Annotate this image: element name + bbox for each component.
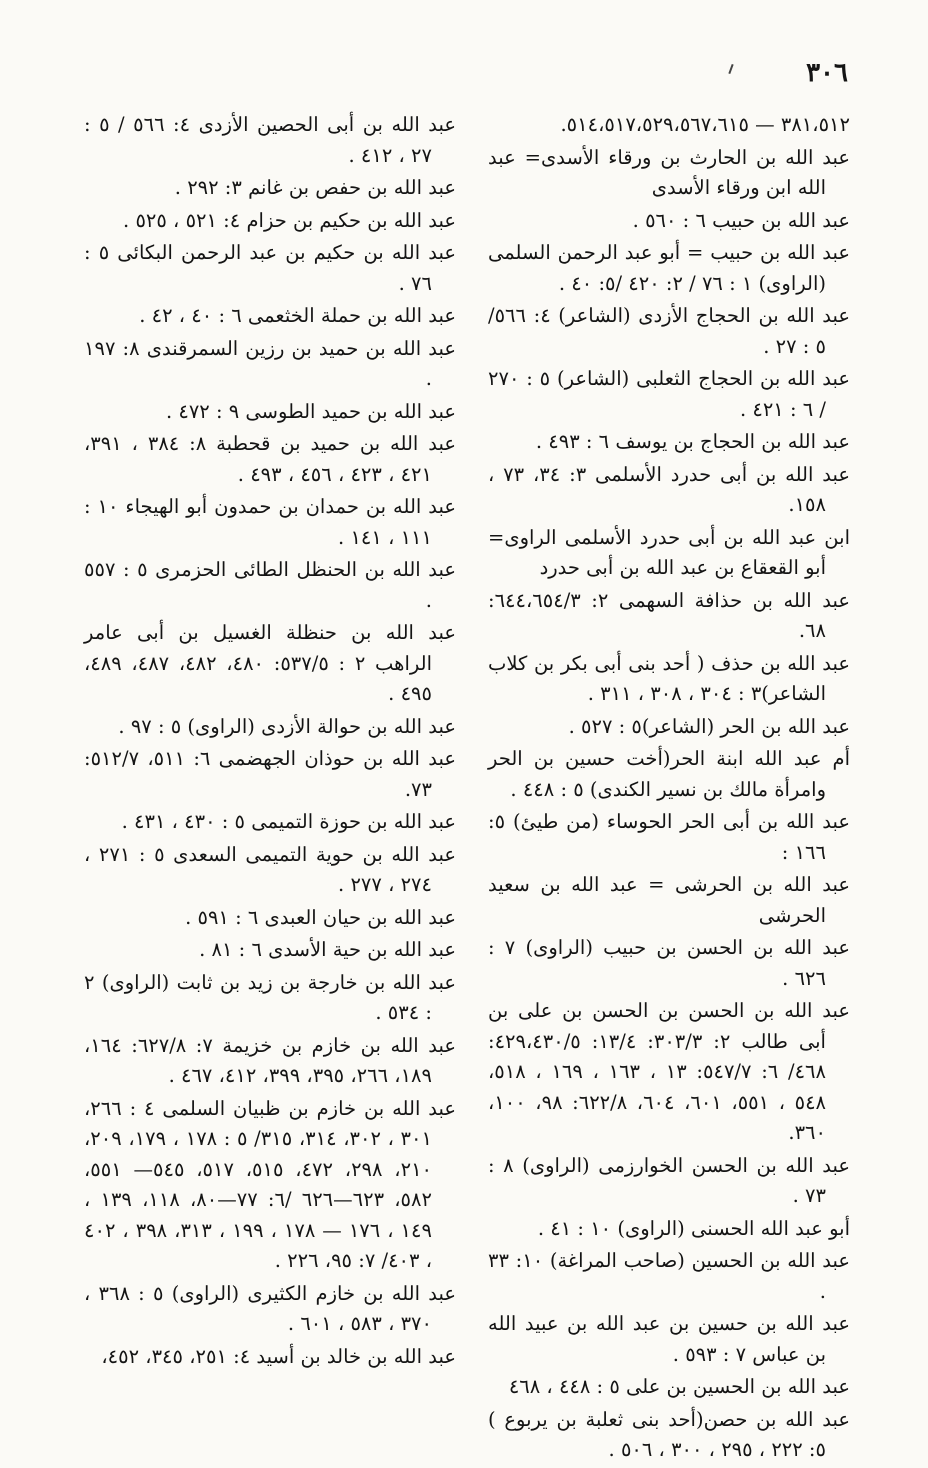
index-entry: عبد الله بن حنظلة الغسيل بن أبى عامر الراهب ٢ : ٥٣٧/٥: ٤٨٠، ٤٨٢، ٤٨٧، ٤٨٩، ٤٩٥ .: [84, 621, 456, 705]
index-entry: عبد الله بن حفص بن غانم ٣: ٢٩٢ .: [174, 176, 456, 199]
index-entry: عبد الله بن خالد بن أسيد ٤: ٢٥١، ٣٤٥، ٤٥٢،: [101, 1344, 456, 1368]
index-entry: عبد الله بن خارجة بن زيد بن ثابت (الراوى) ٢ : ٥٣٤ .: [84, 970, 456, 1024]
index-entry: عبد الله بن خازم بن خزيمة ٧: ٦٢٧/٨: ١٦٤، ١٨٩، ٢٦٦، ٣٩٥، ٣٩٩، ٤١٢، ٤٦٧ .: [84, 1033, 456, 1087]
index-entry: عبد الله بن خازم الكثيرى (الراوى) ٥ : ٣٦٨ ، ٣٧٠ ، ٥٨٣ ، ٦٠١ .: [84, 1281, 457, 1335]
index-entry: عبد الله بن الحرشى = عبد الله بن سعيد الحرشى: [488, 873, 850, 927]
index-entry: عبد الله بن حذافة السهمى ٢: ٦٤٤،٦٥٤/٣: ٦٨.: [488, 588, 850, 642]
index-entry: عبد الله بن الحسن بن الحسن بن على بن أبى طالب ٢: ٣٠٣/٣: ١٣/٤: ٤٢٩،٤٣٠/٥: ٤٦٨/ ٦: ٥٤٧/٧: ١٣ ، ١٦٣ ، ١٦٩ ، ٥١٨، ٥٤٨ ، ٥٥١، ٦٠١، ٦٠٤، ٦٢٢/٨: ٩٨، ١٠٠، ٣٦٠.: [488, 999, 850, 1144]
index-entry: عبد الله بن الحارث بن ورقاء الأسدى= عبد الله ابن ورقاء الأسدى: [488, 145, 850, 199]
scan-mark: [728, 64, 733, 74]
index-entry: عبد الله بن حميد بن رزين السمرقندى ٨: ١٩٧ .: [84, 336, 456, 390]
index-entry: عبد الله بن حبيب = أبو عبد الرحمن السلمى (الراوى) ١ : ٧٦ / ٢: ٤٢٠ /٥: ٤٠ .: [488, 241, 850, 295]
index-entry: عبد الله بن الحجاج الثعلبى (الشاعر) ٥ : ٢٧٠ / ٦ : ٤٢١ .: [488, 367, 851, 421]
index-entry: عبد الله بن الحسن الخوارزمى (الراوى) ٨ : ٧٣ .: [488, 1153, 850, 1207]
index-entry: أبو عبد الله الحسنى (الراوى) ١٠ : ٤١ .: [537, 1216, 850, 1240]
index-entry: عبد الله بن حصن(أحد بنى ثعلبة بن يربوع ) ٥: ٢٢٢ ، ٢٩٥ ، ٣٠٠ ، ٥٠٦ .: [488, 1407, 850, 1461]
index-entry: ابن عبد الله بن أبى حدرد الأسلمى الراوى= أبو القعقاع بن عبد الله بن أبى حدرد: [488, 525, 850, 579]
index-entry: عبد الله بن الحجاج بن يوسف ٦ : ٤٩٣ .: [535, 430, 850, 453]
index-entry: عبد الله بن حوالة الأزدى (الراوى) ٥ : ٩٧ .: [118, 714, 456, 738]
index-entry: عبد الله بن الحجاج الأزدى (الشاعر) ٤: ٥٦٦/ ٥ : ٢٧ .: [488, 304, 850, 358]
index-entry: أم عبد الله ابنة الحر(أخت حسين بن الحر وامرأة مالك بن نسير الكندى) ٥ : ٤٤٨ .: [488, 747, 850, 801]
index-entry: عبد الله بن الحسن بن حبيب (الراوى) ٧ : ٦٢٦ .: [488, 936, 850, 990]
index-entry: عبد الله بن حوية التميمى السعدى ٥ : ٢٧١ ، ٢٧٤ ، ٢٧٧ .: [84, 842, 457, 896]
index-entry: عبد الله بن حوزة التميمى ٥ : ٤٣٠ ، ٤٣١ .: [121, 810, 456, 833]
index-entry: عبد الله بن حكيم بن حزام ٤: ٥٢١ ، ٥٢٥ .: [123, 208, 456, 232]
index-entry: عبد الله بن حيان العبدى ٦ : ٥٩١ .: [185, 905, 456, 929]
index-entry: عبد الله بن حميد بن قحطبة ٨: ٣٨٤ ، ٣٩١، ٤٢١ ، ٤٢٣ ، ٤٥٦ ، ٤٩٣ .: [84, 432, 456, 486]
index-entry: عبد الله بن أبى الحصين الأزدى ٤: ٥٦٦ / ٥ : ٢٧ ، ٤١٢ .: [84, 113, 456, 167]
index-entry: عبد الله بن الحنظل الطائى الحزمرى ٥ : ٥٥٧ .: [84, 558, 457, 612]
index-entry: عبد الله بن الحر (الشاعر)٥ : ٥٢٧ .: [568, 714, 850, 738]
index-entry: عبد الله بن خازم بن ظبيان السلمى ٤ : ٢٦٦، ٣٠١ ، ٣٠٢، ٣١٤، ٣١٥/ ٥ : ١٧٨ ، ١٧٩، ٢٠٩، ٢١٠، ٢٩٨، ٤٧٢، ٥١٥، ٥١٧، ٥٤٥— ٥٥١، ٥٨٢، ٦٢٣—٦٢٦ /٦: ٧٧—٨٠، ١١٨، ١٣٩ ، ١٤٩ ، ١٧٦ — ١٧٨ ، ١٩٩ ، ٣١٣، ٣٩٨ ، ٤٠٢ ، ٤٠٣/ ٧: ٩٥، ٢٢٦ .: [84, 1096, 457, 1272]
index-entry: عبد الله بن حكيم بن عبد الرحمن البكائى ٥ : ٧٦ .: [84, 241, 456, 295]
index-entry: عبد الله بن الحسين بن على ٥ : ٤٤٨ ، ٤٦٨: [508, 1375, 850, 1398]
index-entry: عبد الله بن حميد الطوسى ٩ : ٤٧٢ .: [165, 399, 456, 423]
index-column-left: [84, 110, 456, 1374]
index-entry: عبد الله بن حوذان الجهضمى ٦: ٥١١، ٥١٢/٧: ٧٣.: [84, 747, 456, 801]
index-entry: عبد الله بن حذف ( أحد بنى أبى بكر بن كلاب الشاعر)٣ : ٣٠٤ ، ٣٠٨ ، ٣١١ .: [488, 651, 850, 705]
index-entry: عبد الله بن حمدان بن حمدون أبو الهيجاء ١٠ : ١١١ ، ١٤١ .: [84, 495, 456, 549]
index-entry: عبد الله بن حملة الخثعمى ٦ : ٤٠ ، ٤٢ .: [139, 304, 456, 327]
index-entry: عبد الله بن الحسين (صاحب المراغة) ١٠: ٣٣ .: [488, 1249, 850, 1303]
index-entry: عبد الله بن أبى الحر الحوساء (من طيئ) ٥: ١٦٦ :: [488, 810, 850, 864]
index-entry: ٣٨١،٥١٢ — ٥١٤،٥١٧،٥٢٩،٥٦٧،٦١٥.: [560, 113, 850, 136]
index-entry: عبد الله بن حسين بن عبد الله بن عبيد الله بن عباس ٧ : ٥٩٣ .: [488, 1312, 850, 1366]
index-entry: عبد الله بن أبى حدرد الأسلمى ٣: ٣٤، ٧٣ ، ١٥٨.: [488, 462, 850, 516]
page-number: ٣٠٦: [806, 58, 848, 88]
index-column-right: [488, 110, 850, 1468]
index-entry: عبد الله بن حبيب ٦ : ٥٦٠ .: [632, 208, 850, 232]
index-entry: عبد الله بن حية الأسدى ٦ : ٨١ .: [199, 938, 456, 961]
